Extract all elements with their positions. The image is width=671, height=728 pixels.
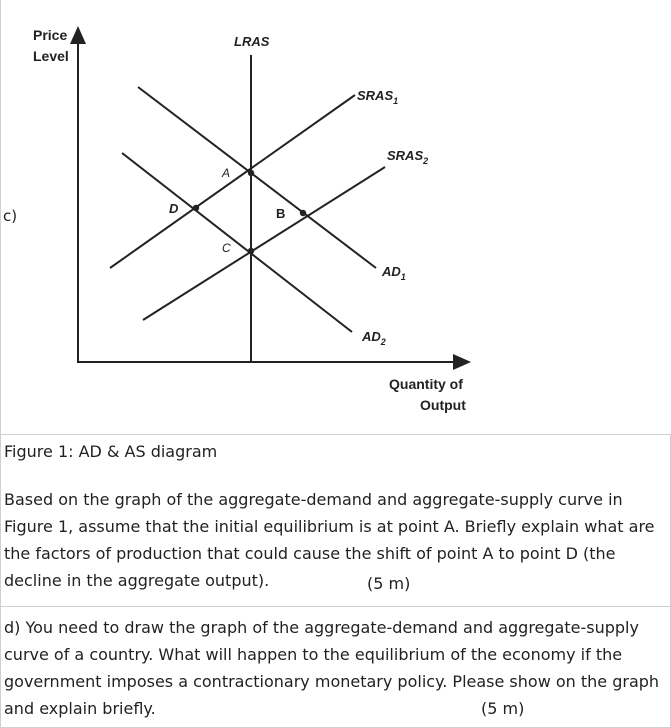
divider-middle [0, 606, 671, 607]
ad1-label-main: AD [382, 264, 401, 279]
ad2-label-sub: 2 [380, 337, 386, 347]
divider-top [0, 434, 671, 435]
point-c-dot [248, 248, 254, 254]
sras2-label-main: SRAS [387, 148, 424, 163]
sras2-label [387, 148, 428, 166]
question-c-marks: (5 m) [367, 574, 411, 593]
x-axis-label-line1: Quantity of [389, 376, 463, 392]
ad1-label [381, 264, 406, 282]
figure-caption: Figure 1: AD & AS diagram [4, 442, 218, 461]
question-c-label: c) [3, 207, 18, 225]
sras1-line [110, 95, 355, 268]
ad2-label [361, 329, 386, 347]
point-b-dot [300, 210, 306, 216]
point-d-label: D [169, 201, 179, 216]
ad2-label-main: AD [362, 329, 381, 344]
question-d-text: d) You need to draw the graph of the aggregate-demand and aggregate-supply curve of a country. What will happen to the equilibrium of the economy if the government imposes a contractionary monetary policy. Please show on the graph and explain briefly. [4, 618, 660, 718]
point-d-dot [193, 205, 199, 211]
sras1-label-sub: 1 [393, 96, 399, 106]
point-a-label: A [222, 166, 231, 180]
question-d-marks: (5 m) [481, 699, 525, 718]
point-a-dot [248, 170, 254, 176]
y-axis-label-line1: Price [33, 27, 68, 43]
point-b-label: B [276, 206, 286, 221]
sras2-label-sub: 2 [423, 156, 429, 166]
lras-label: LRAS [234, 34, 270, 49]
question-c-text: Based on the graph of the aggregate-demand and aggregate-supply curve in Figure 1, assume that the initial equilibrium is at point A. Briefly explain what are the factors of production that could cause the shift of point A to point D (the decline in the aggregate output). [4, 490, 655, 590]
sras1-label-main: SRAS [357, 88, 394, 103]
ad1-line [138, 87, 376, 268]
ad2-line [122, 153, 352, 332]
point-c-label: C [222, 241, 231, 255]
sras1-label [357, 88, 398, 106]
divider-left [0, 434, 1, 728]
y-axis-label-line2: Level [33, 48, 69, 64]
x-axis-label-line2: Output [420, 397, 466, 413]
ad1-label-sub: 1 [400, 272, 406, 282]
sras2-line [143, 167, 385, 320]
